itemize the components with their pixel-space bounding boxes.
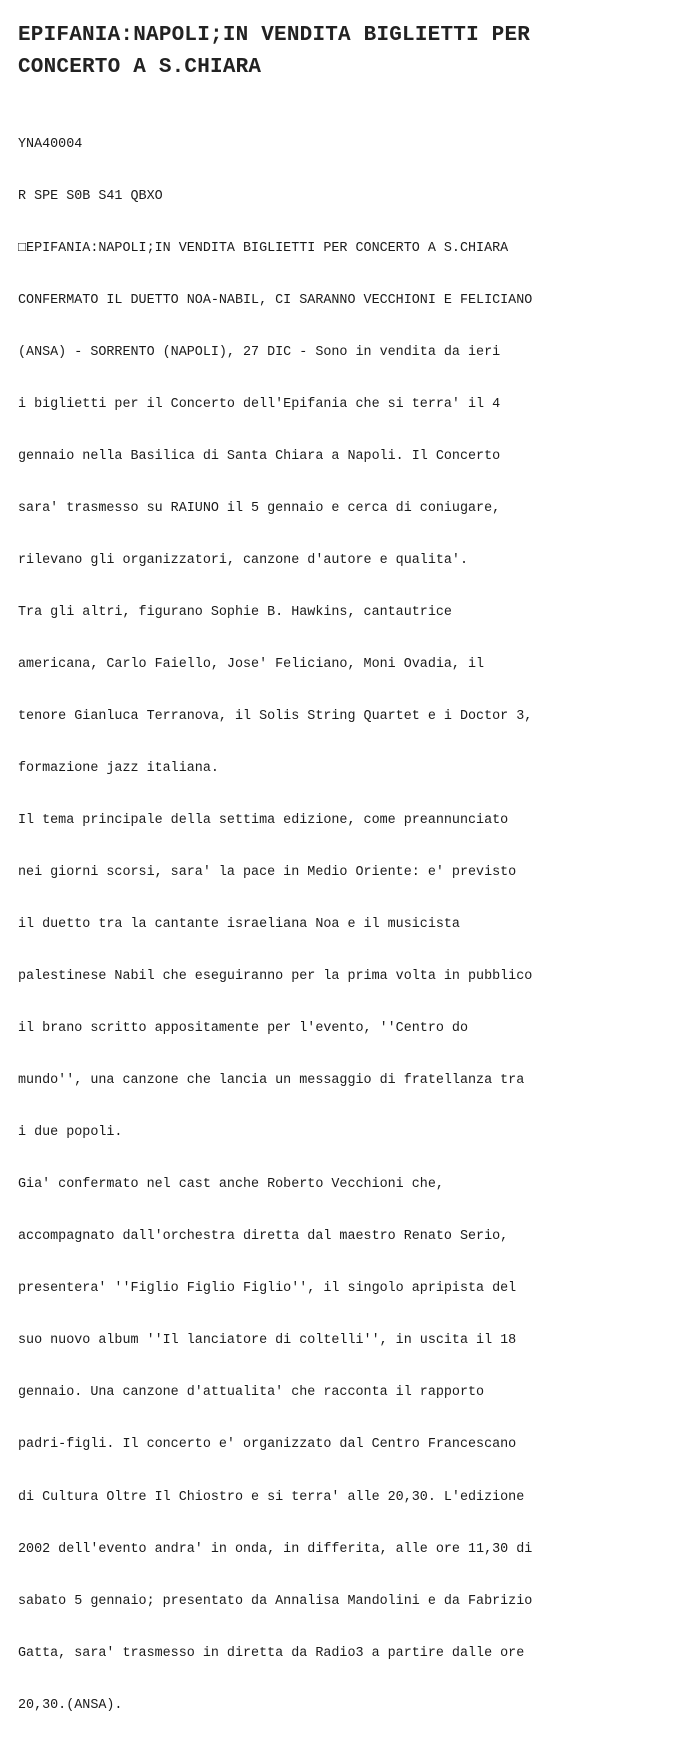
body-line: i biglietti per il Concerto dell'Epifania che si terra' il 4 <box>18 396 501 412</box>
body-line: il brano scritto appositamente per l'evento, ''Centro do <box>18 1021 468 1037</box>
body-line: Tra gli altri, figurano Sophie B. Hawkins, cantautrice <box>18 604 452 620</box>
story-code: YNA40004 <box>18 136 83 152</box>
body-line: formazione jazz italiana. <box>18 761 219 777</box>
body-line: nei giorni scorsi, sara' la pace in Medio Oriente: e' previsto <box>18 865 517 881</box>
body-line: il duetto tra la cantante israeliana Noa e il musicista <box>18 917 460 933</box>
body-line: suo nuovo album ''Il lanciatore di coltelli'', in uscita il 18 <box>18 1333 517 1349</box>
body-line: palestinese Nabil che eseguiranno per la prima volta in pubblico <box>18 969 533 985</box>
body-line: accompagnato dall'orchestra diretta dal maestro Renato Serio, <box>18 1229 509 1245</box>
headline-line-2: CONCERTO A S.CHIARA <box>18 56 262 79</box>
body-line: rilevano gli organizzatori, canzone d'autore e qualita'. <box>18 552 468 568</box>
body-line: presentera' ''Figlio Figlio Figlio'', il singolo apripista del <box>18 1281 517 1297</box>
slug-line: □EPIFANIA:NAPOLI;IN VENDITA BIGLIETTI PER CONCERTO A S.CHIARA <box>18 240 509 256</box>
headline <box>18 20 698 84</box>
body-line: sara' trasmesso su RAIUNO il 5 gennaio e cerca di coniugare, <box>18 500 501 516</box>
body-line: sabato 5 gennaio; presentato da Annalisa Mandolini e da Fabrizio <box>18 1593 533 1609</box>
body-line: mundo'', una canzone che lancia un messaggio di fratellanza tra <box>18 1073 525 1089</box>
body-line: di Cultura Oltre Il Chiostro e si terra' alle 20,30. L'edizione <box>18 1489 525 1505</box>
routing-code: R SPE S0B S41 QBXO <box>18 188 163 204</box>
body-line: 20,30.(ANSA). <box>18 1697 123 1713</box>
body-line: Gatta, sara' trasmesso in diretta da Radio3 a partire dalle ore <box>18 1645 525 1661</box>
headline-line-1: EPIFANIA:NAPOLI;IN VENDITA BIGLIETTI PER <box>18 24 531 47</box>
body-line: gennaio. Una canzone d'attualita' che racconta il rapporto <box>18 1385 485 1401</box>
body-line: padri-figli. Il concerto e' organizzato dal Centro Francescano <box>18 1437 517 1453</box>
subheadline: CONFERMATO IL DUETTO NOA-NABIL, CI SARANNO VECCHIONI E FELICIANO <box>18 292 533 308</box>
body-line: (ANSA) - SORRENTO (NAPOLI), 27 DIC - Sono in vendita da ieri <box>18 344 501 360</box>
body-line: 2002 dell'evento andra' in onda, in differita, alle ore 11,30 di <box>18 1541 533 1557</box>
body-line: tenore Gianluca Terranova, il Solis String Quartet e i Doctor 3, <box>18 709 533 725</box>
body-line: americana, Carlo Faiello, Jose' Feliciano, Moni Ovadia, il <box>18 657 485 672</box>
article-body <box>18 101 698 1749</box>
body-line: Il tema principale della settima edizione, come preannunciato <box>18 813 509 829</box>
body-line: gennaio nella Basilica di Santa Chiara a Napoli. Il Concerto <box>18 448 501 464</box>
body-line: i due popoli. <box>18 1125 123 1141</box>
body-line: Gia' confermato nel cast anche Roberto Vecchioni che, <box>18 1177 444 1193</box>
